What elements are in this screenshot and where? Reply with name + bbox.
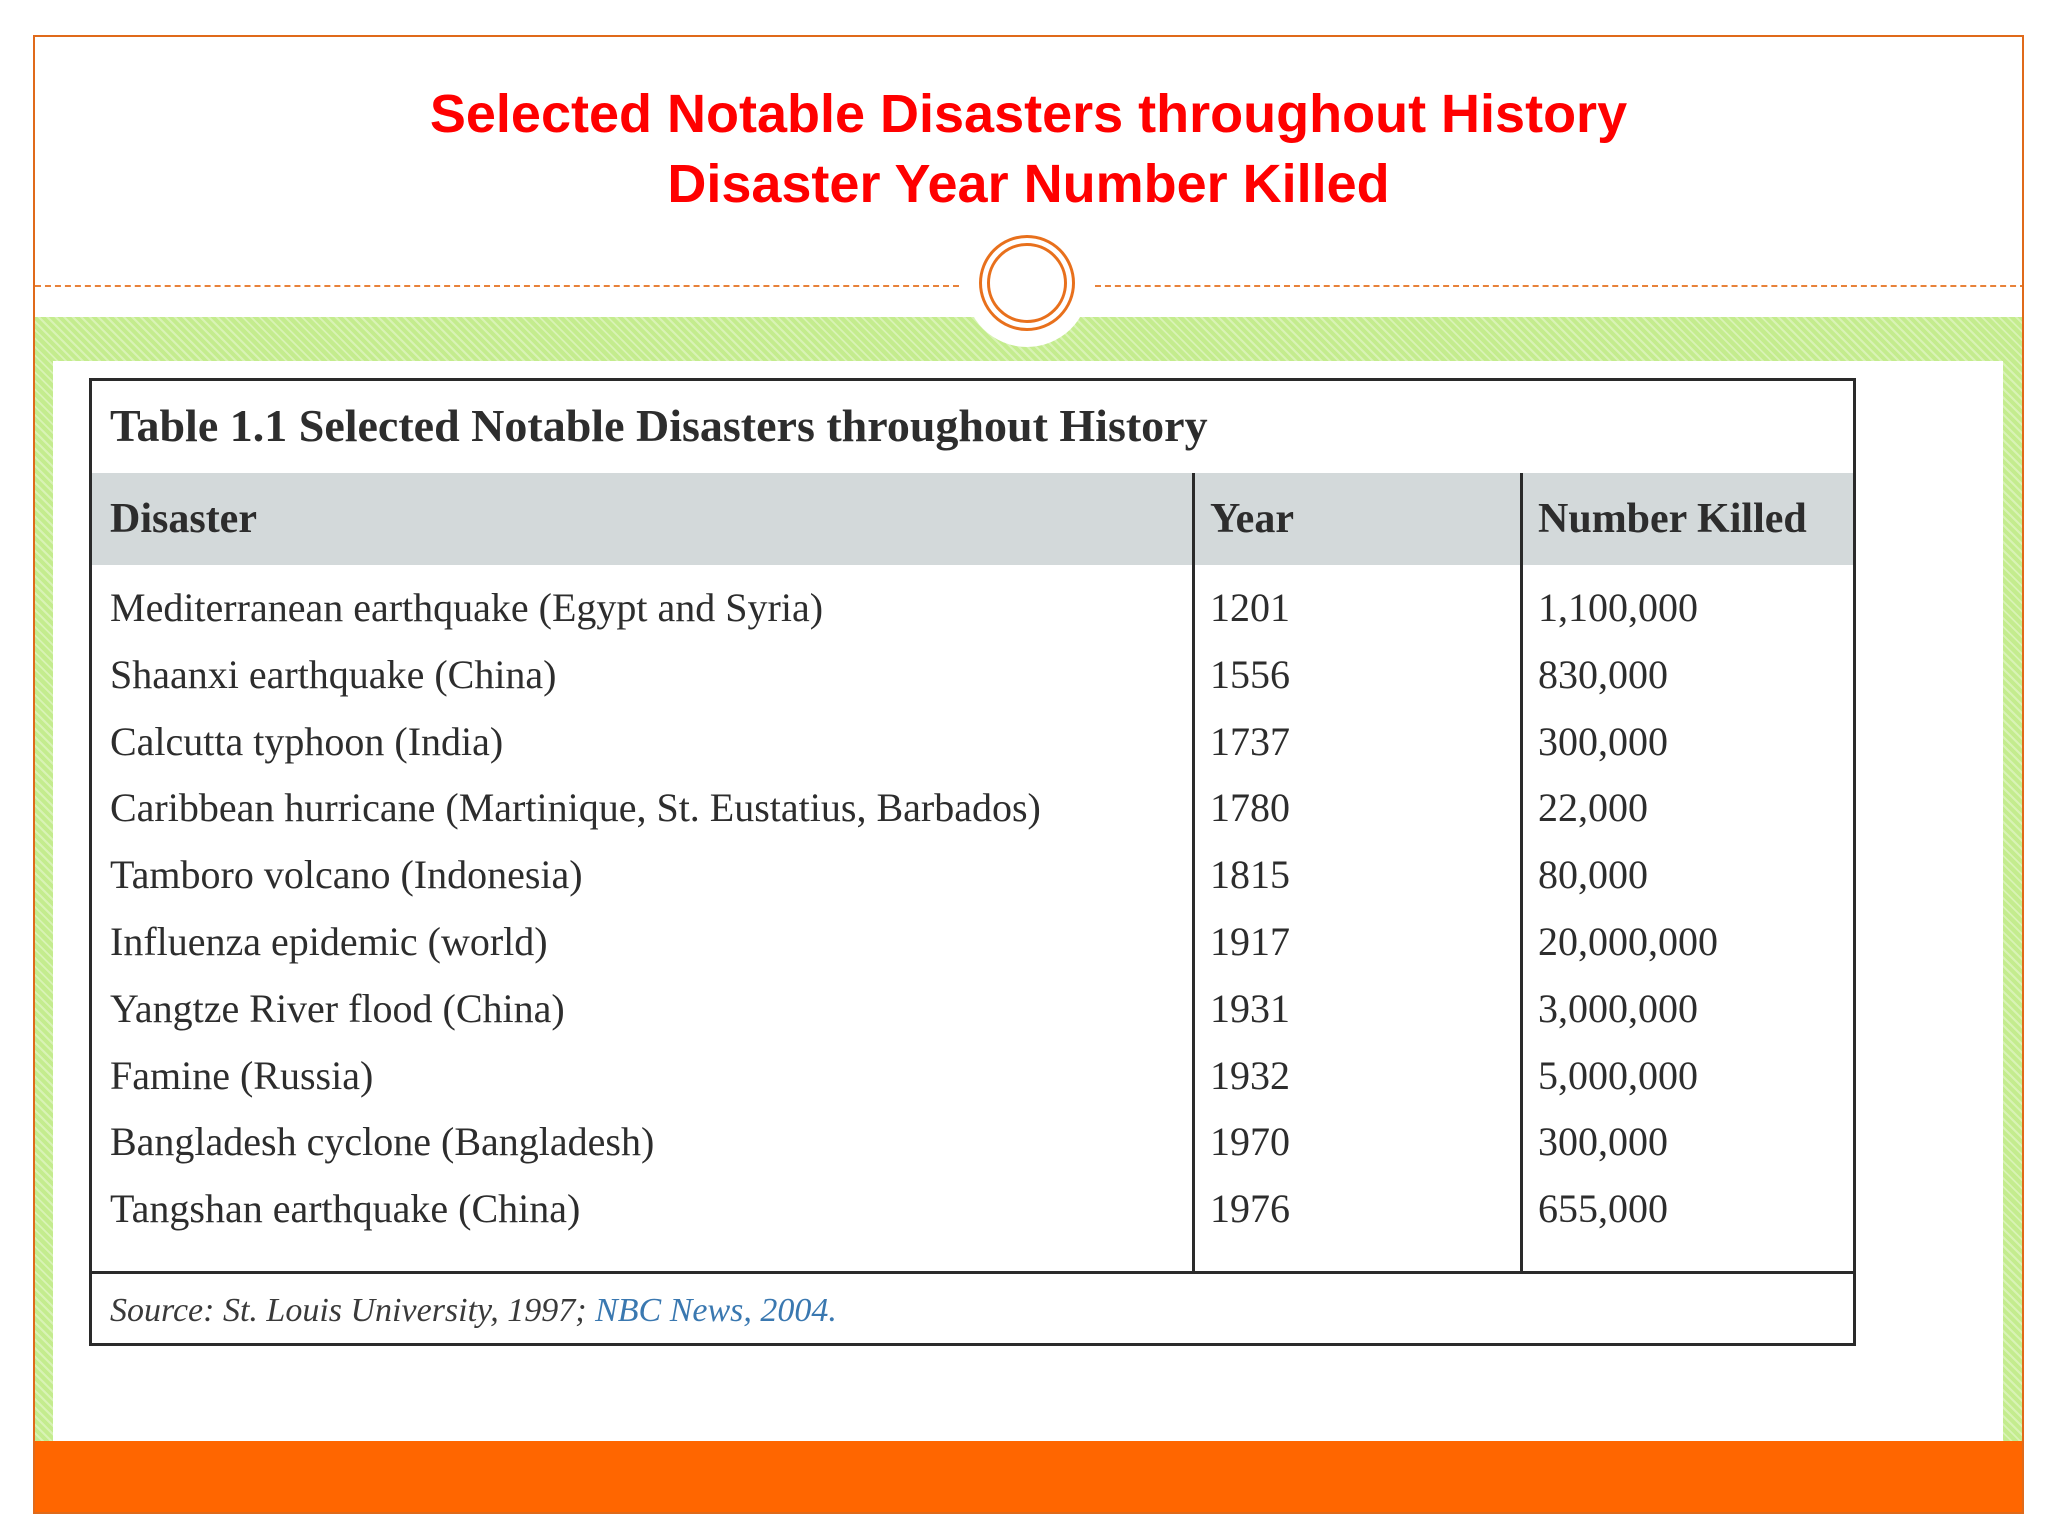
divider-right bbox=[1095, 285, 2024, 287]
cell-killed: 22,000 bbox=[1538, 785, 1648, 831]
table-row bbox=[92, 645, 1853, 712]
source-link[interactable]: NBC News, 2004. bbox=[595, 1292, 837, 1329]
ring-ornament-inner-icon bbox=[987, 243, 1067, 323]
cell-year: 1201 bbox=[1210, 585, 1290, 630]
source-text: Source: St. Louis University, 1997; bbox=[110, 1292, 596, 1329]
cell-year: 1932 bbox=[1210, 1052, 1290, 1098]
cell-disaster: Tamboro volcano (Indonesia) bbox=[110, 852, 583, 898]
cell-disaster: Shaanxi earthquake (China) bbox=[110, 651, 557, 697]
cell-disaster: Bangladesh cyclone (Bangladesh) bbox=[110, 1119, 655, 1165]
cell-killed: 830,000 bbox=[1538, 651, 1668, 697]
slide-title bbox=[35, 79, 2022, 219]
cell-year: 1976 bbox=[1210, 1186, 1290, 1232]
cell-disaster: Tangshan earthquake (China) bbox=[110, 1186, 581, 1232]
disaster-table bbox=[89, 378, 1856, 1346]
table-row bbox=[92, 845, 1853, 912]
cell-year: 1556 bbox=[1210, 651, 1290, 697]
table-source bbox=[110, 1281, 837, 1341]
cell-killed: 5,000,000 bbox=[1538, 1052, 1698, 1098]
table-row bbox=[92, 912, 1853, 979]
cell-killed: 655,000 bbox=[1538, 1186, 1668, 1232]
cell-year: 1737 bbox=[1210, 718, 1290, 764]
cell-year: 1931 bbox=[1210, 985, 1290, 1031]
cell-killed: 300,000 bbox=[1538, 718, 1668, 764]
table-row bbox=[92, 712, 1853, 779]
table-row bbox=[92, 1112, 1853, 1179]
cell-disaster: Calcutta typhoon (India) bbox=[110, 718, 504, 764]
cell-killed: 3,000,000 bbox=[1538, 985, 1698, 1031]
cell-year: 1917 bbox=[1210, 918, 1290, 964]
cell-disaster: Yangtze River flood (China) bbox=[110, 985, 565, 1031]
table-row bbox=[92, 1179, 1853, 1246]
cell-year: 1970 bbox=[1210, 1119, 1290, 1165]
header-year: Year bbox=[1210, 496, 1294, 542]
header-number-killed: Number Killed bbox=[1538, 496, 1807, 542]
footer-bar bbox=[35, 1441, 2022, 1514]
table-row bbox=[92, 979, 1853, 1046]
source-divider bbox=[92, 1271, 1853, 1274]
cell-killed: 80,000 bbox=[1538, 852, 1648, 898]
header-disaster: Disaster bbox=[110, 496, 257, 542]
title-line-2: Disaster Year Number Killed bbox=[667, 154, 1390, 214]
cell-killed: 1,100,000 bbox=[1538, 585, 1698, 630]
cell-disaster: Famine (Russia) bbox=[110, 1052, 374, 1098]
cell-year: 1780 bbox=[1210, 785, 1290, 831]
table-row bbox=[92, 1046, 1853, 1113]
cell-disaster: Influenza epidemic (world) bbox=[110, 918, 548, 964]
table-row bbox=[92, 778, 1853, 845]
cell-year: 1815 bbox=[1210, 852, 1290, 898]
table-header-row bbox=[92, 473, 1853, 565]
divider-left bbox=[35, 285, 959, 287]
cell-disaster: Caribbean hurricane (Martinique, St. Eustatius, Barbados) bbox=[110, 785, 1041, 831]
cell-killed: 300,000 bbox=[1538, 1119, 1668, 1165]
table-row bbox=[92, 578, 1853, 645]
title-line-1: Selected Notable Disasters throughout History bbox=[429, 84, 1628, 144]
cell-killed: 20,000,000 bbox=[1538, 918, 1718, 964]
table-body bbox=[92, 578, 1853, 1246]
cell-disaster: Mediterranean earthquake (Egypt and Syria) bbox=[110, 585, 824, 630]
table-caption: Table 1.1 Selected Notable Disasters throughout History bbox=[110, 400, 1208, 451]
